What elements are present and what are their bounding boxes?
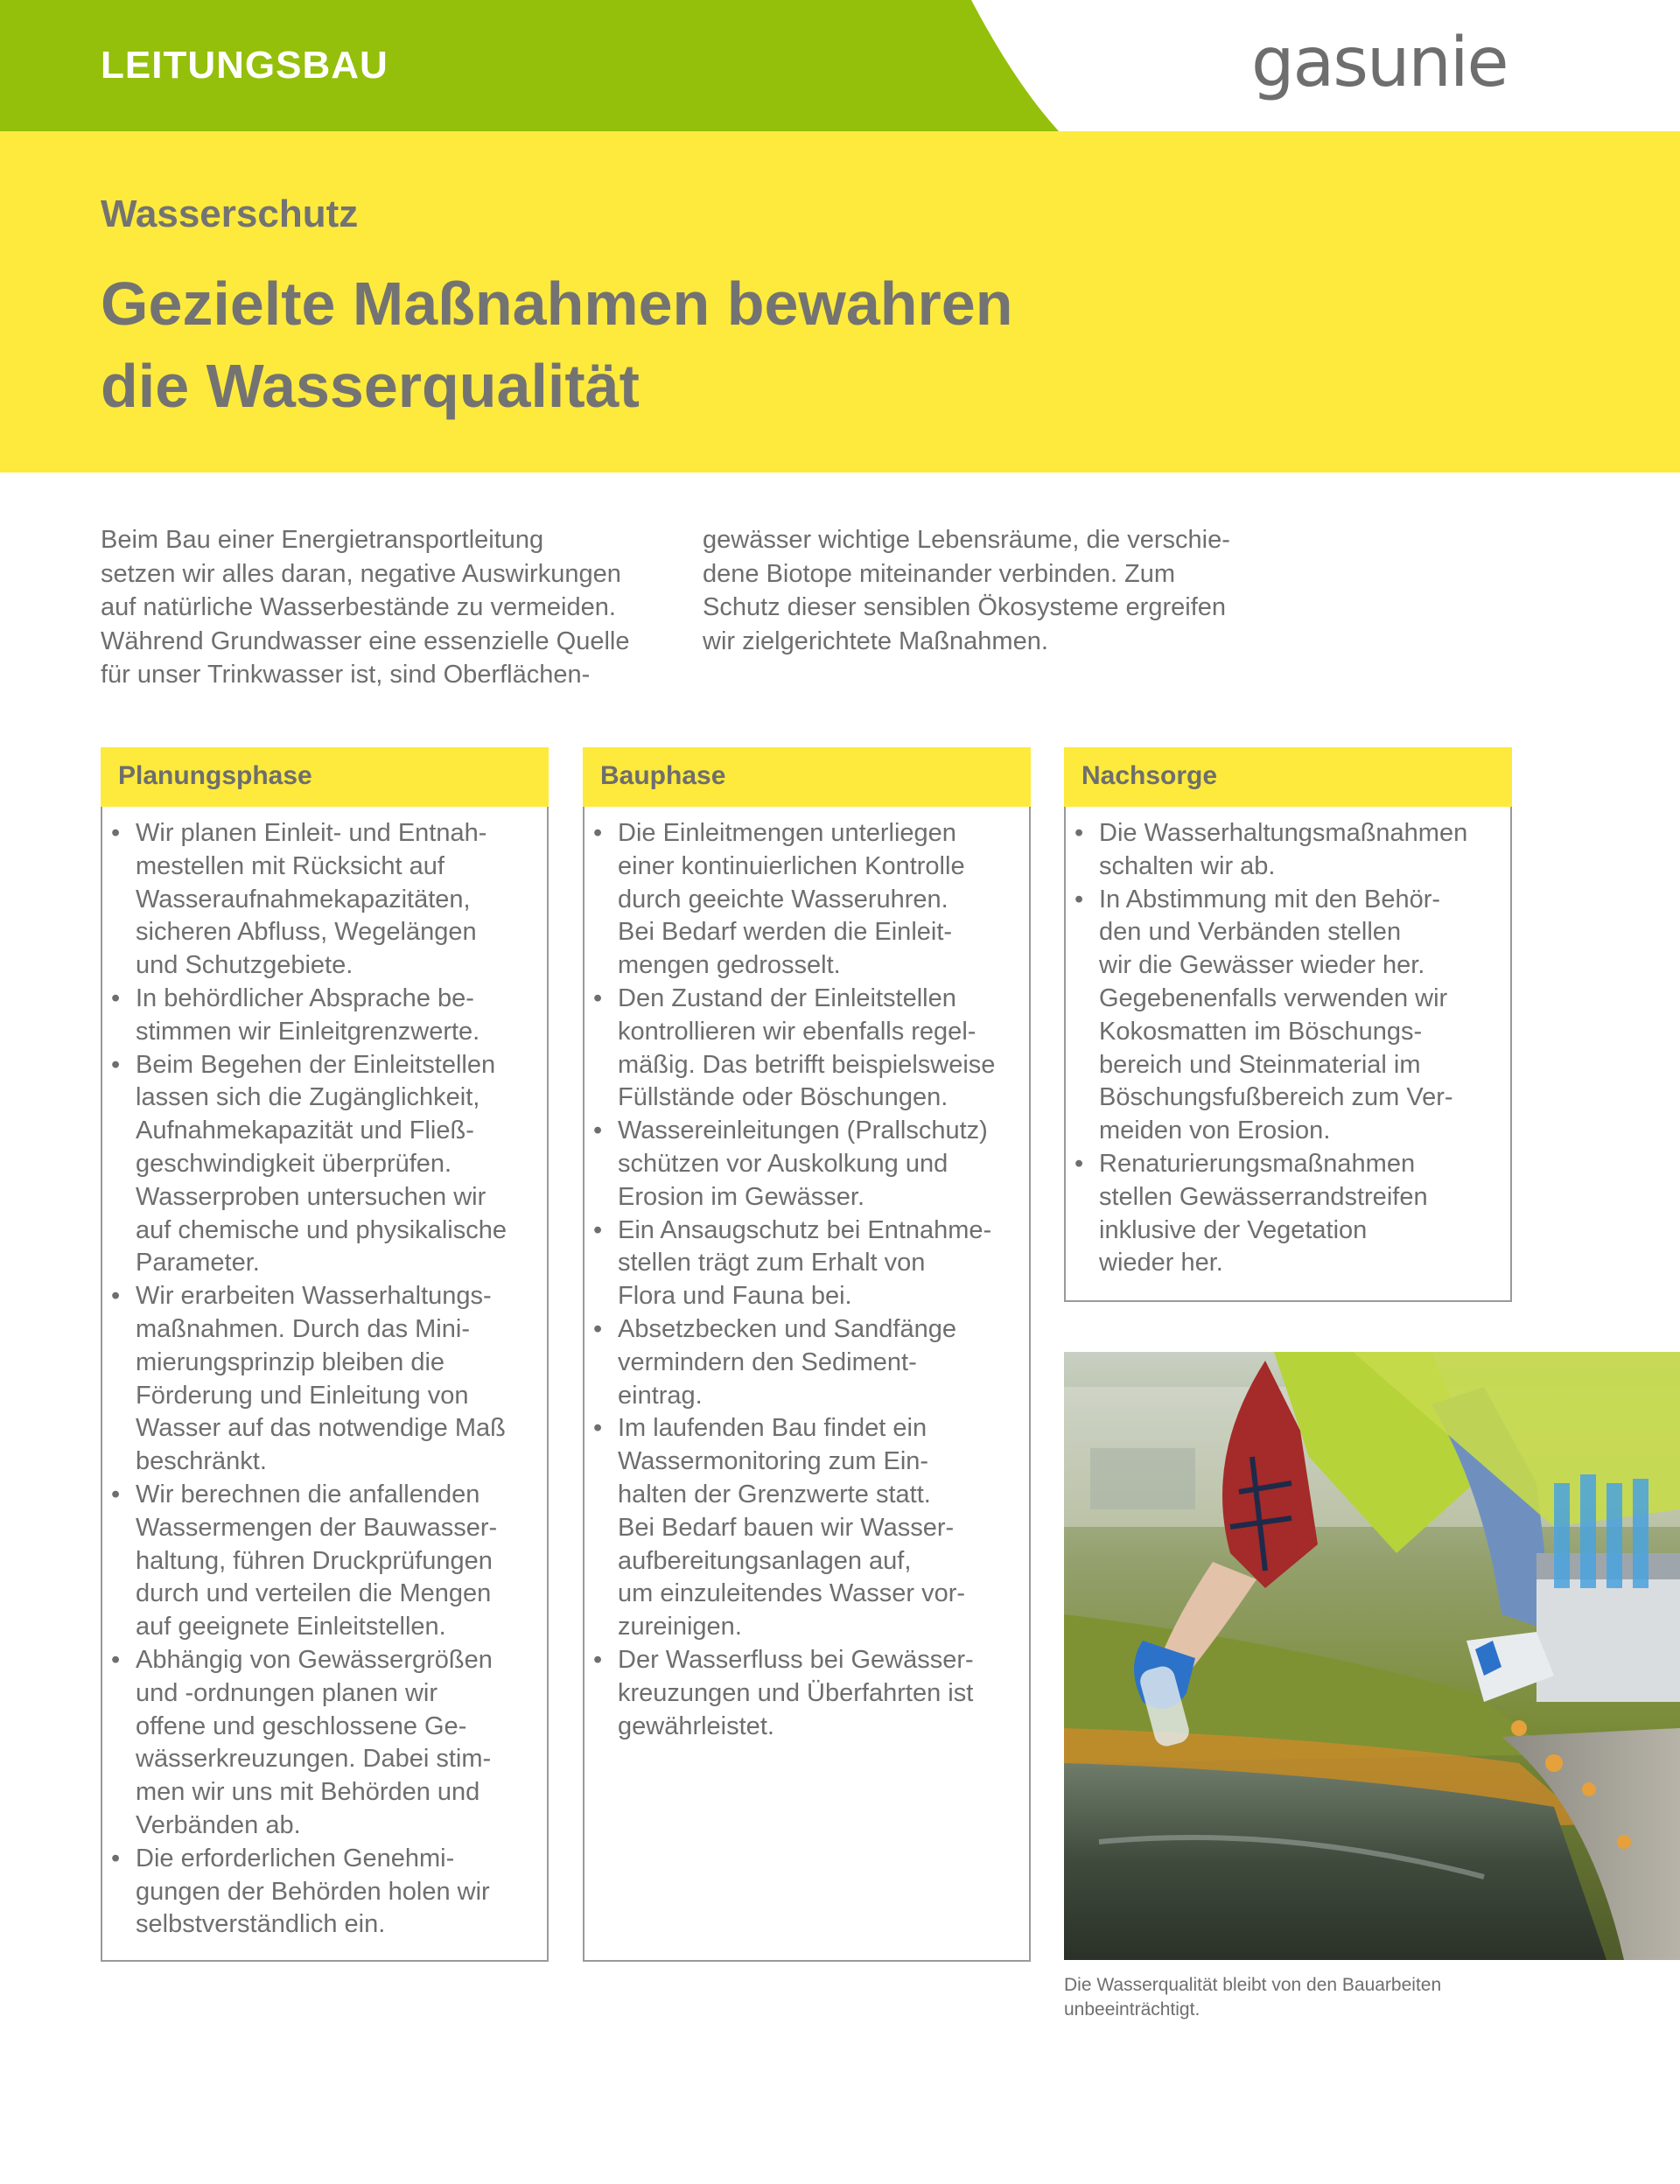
box-header: [101, 747, 549, 807]
list-item: • Die erforderlichen Genehmi- gungen der Behörden holen wir selbstverständlich ein.: [102, 1843, 507, 1942]
box-header: [583, 747, 1031, 807]
box-title: Planungsphase: [118, 761, 312, 790]
bullet-list: [584, 817, 995, 1743]
list-item: • Die Einleitmengen unterliegen einer kontinuierlichen Kontrolle durch geeichte Wasseruhren. Bei Bedarf werden die Einleit- mengen gedrosselt.: [584, 817, 995, 983]
list-item: • Wassereinleitungen (Prallschutz) schützen vor Auskolkung und Erosion im Gewässer.: [584, 1115, 995, 1214]
list-item: • Ein Ansaugschutz bei Entnahme- stellen trägt zum Erhalt von Flora und Fauna bei.: [584, 1214, 995, 1313]
planning-phase-box: [101, 761, 549, 1962]
list-item: • Absetzbecken und Sandfänge vermindern den Sediment- eintrag.: [584, 1313, 995, 1412]
bullet-list: [1066, 817, 1467, 1280]
title-line: Gezielte Maßnahmen bewahren: [101, 270, 1013, 338]
intro-line: für unser Trinkwasser ist, sind Oberflächen-: [101, 661, 591, 689]
intro-line: Schutz dieser sensiblen Ökosysteme ergreifen: [703, 593, 1227, 621]
intro-left-column: [101, 523, 629, 692]
intro-line: wir zielgerichtete Maßnahmen.: [703, 626, 1048, 655]
list-item: • Im laufenden Bau findet ein Wassermonitoring zum Ein- halten der Grenzwerte statt. Bei Bedarf bauen wir Wasser- aufbereitungsanlagen auf, um einzuleitendes Wasser vor- zureinigen.: [584, 1412, 995, 1644]
caption-line: unbeeinträchtigt.: [1064, 1999, 1200, 2020]
list-item: • Beim Begehen der Einleitstellen lassen sich die Zugänglichkeit, Aufnahmekapazität und Fließ- geschwindigkeit überprüfen. Wasserproben untersuchen wir auf chemische und physikalische Parameter.: [102, 1049, 507, 1281]
intro-line: Beim Bau einer Energietransportleitung: [101, 526, 544, 554]
header-bar: [0, 0, 1680, 131]
box-title: Nachsorge: [1082, 761, 1218, 790]
title-line: die Wasserqualität: [101, 352, 640, 420]
construction-phase-box: [583, 761, 1031, 1962]
photo-illustration: [1064, 1352, 1680, 1960]
caption-line: Die Wasserqualität bleibt von den Bauarbeiten: [1064, 1975, 1442, 1995]
list-item: • Den Zustand der Einleitstellen kontrollieren wir ebenfalls regel- mäßig. Das betrifft beispielsweise Füllstände oder Böschungen.: [584, 983, 995, 1115]
intro-line: auf natürliche Wasserbestände zu vermeiden.: [101, 593, 616, 621]
list-item: • In Abstimmung mit den Behör- den und Verbänden stellen wir die Gewässer wieder her. Gegebenenfalls verwenden wir Kokosmatten im Böschungs- bereich und Steinmaterial im Böschungsfußbereich zum Ver- meiden von Erosion.: [1066, 884, 1467, 1148]
list-item: • Wir erarbeiten Wasserhaltungs- maßnahmen. Durch das Mini- mierungsprinzip bleiben die Förderung und Einleitung von Wasser auf das notwendige Maß beschränkt.: [102, 1280, 507, 1479]
list-item: • Der Wasserfluss bei Gewässer- kreuzungen und Überfahrten ist gewährleistet.: [584, 1644, 995, 1743]
intro-line: dene Biotope miteinander verbinden. Zum: [703, 559, 1176, 588]
list-item: • Wir planen Einleit- und Entnah- mestellen mit Rücksicht auf Wasseraufnahmekapazitäten, sicheren Abfluss, Wegelängen und Schutzgebiete.: [102, 817, 507, 983]
gasunie-logo: [1251, 26, 1514, 105]
list-item: • Wir berechnen die anfallenden Wassermengen der Bauwasser- haltung, führen Druckprüfungen durch und verteilen die Mengen auf geeignete Einleitstellen.: [102, 1479, 507, 1644]
water-sampling-photo: [1064, 1352, 1680, 1960]
page-title: [101, 262, 1012, 427]
list-item: • In behördlicher Absprache be- stimmen wir Einleitgrenzwerte.: [102, 983, 507, 1049]
box-title: Bauphase: [600, 761, 726, 790]
aftercare-box: [1064, 761, 1512, 1302]
photo-caption: [1064, 1973, 1441, 2022]
box-header: [1064, 747, 1512, 807]
list-item: • Abhängig von Gewässergrößen und -ordnungen planen wir offene und geschlossene Ge- wässerkreuzungen. Dabei stim- men wir uns mit Behörden und Verbänden ab.: [102, 1644, 507, 1843]
section-label: LEITUNGSBAU: [101, 44, 388, 87]
intro-right-column: [703, 523, 1230, 658]
list-item: • Die Wasserhaltungsmaßnahmen schalten wir ab.: [1066, 817, 1467, 884]
kicker: Wasserschutz: [101, 192, 359, 235]
intro-line: gewässer wichtige Lebensräume, die verschie-: [703, 526, 1230, 554]
bullet-list: [102, 817, 507, 1942]
list-item: • Renaturierungsmaßnahmen stellen Gewässerrandstreifen inklusive der Vegetation wieder her.: [1066, 1148, 1467, 1280]
intro-line: setzen wir alles daran, negative Auswirkungen: [101, 559, 621, 588]
intro-line: Während Grundwasser eine essenzielle Quelle: [101, 626, 630, 655]
hero-banner: [0, 131, 1680, 472]
svg-text:gasunie: gasunie: [1251, 26, 1508, 102]
